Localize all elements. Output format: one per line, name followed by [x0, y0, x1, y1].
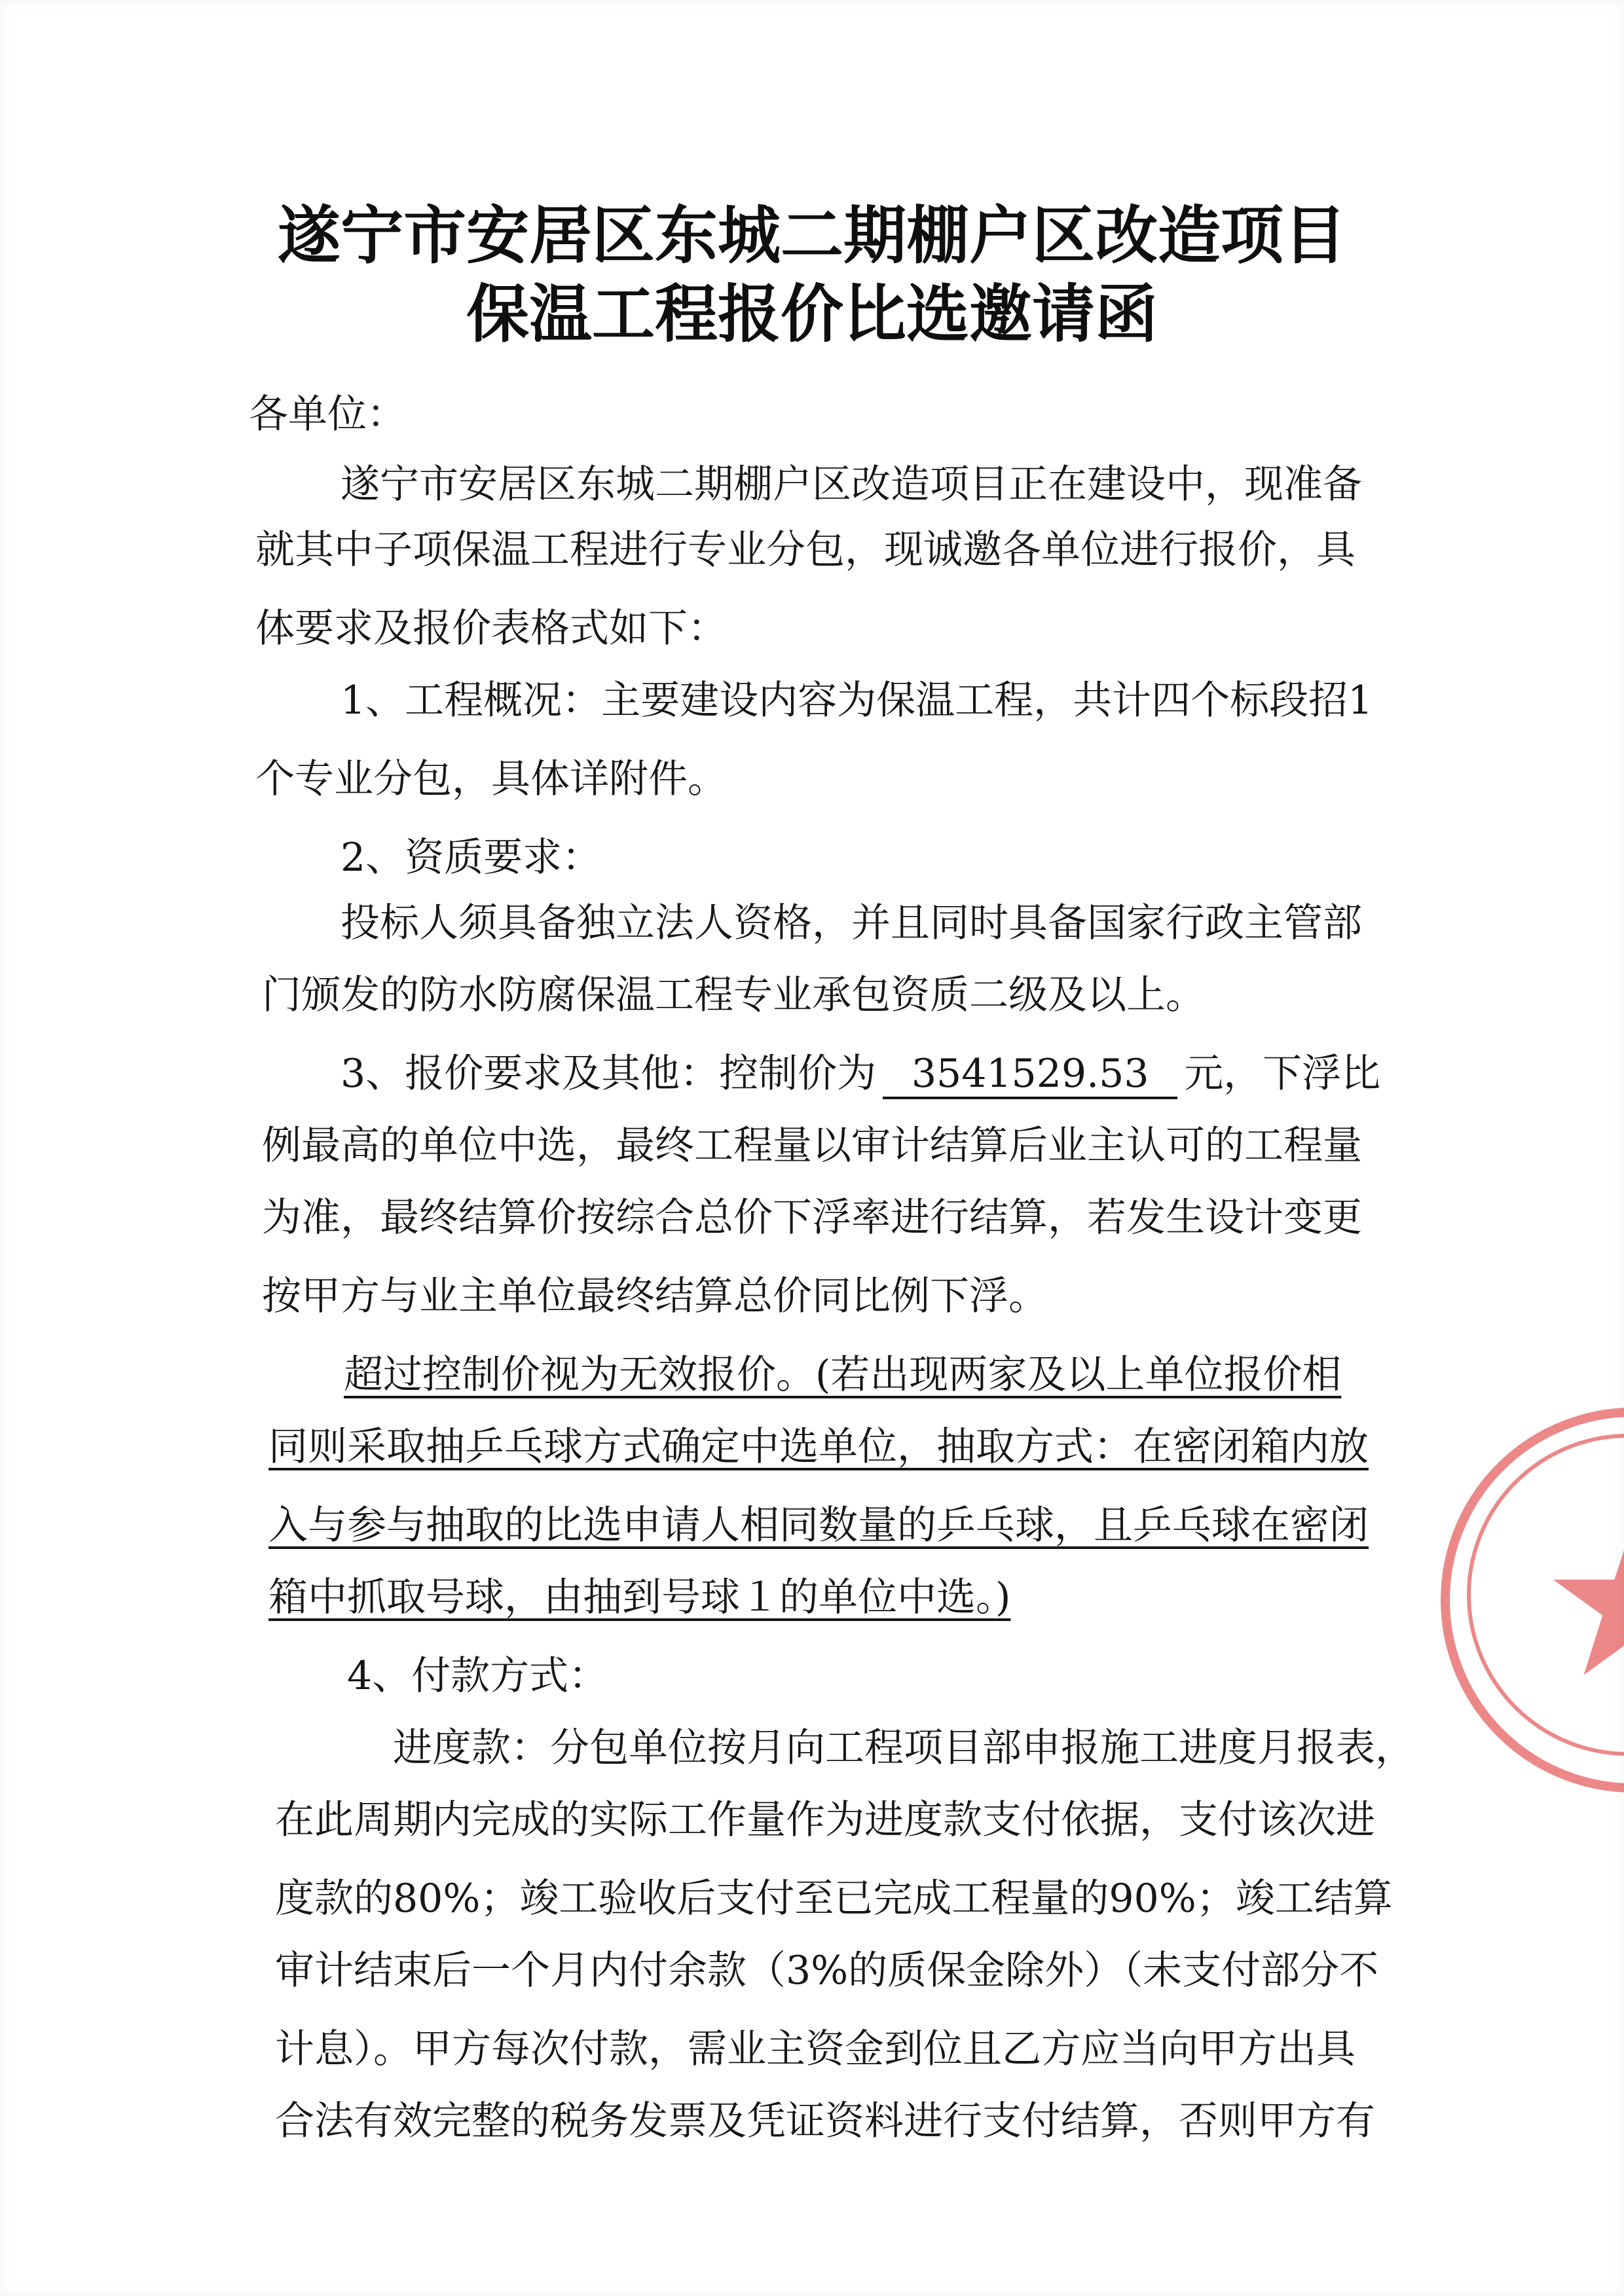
- section4-line-4: 审计结束后一个月内付余款（3%的质保金除外）（未支付部分不: [275, 1948, 1379, 1994]
- section4-line-6: 合法有效完整的税务发票及凭证资料进行支付结算，否则甲方有: [275, 2098, 1375, 2144]
- section3-line-4: 按甲方与业主单位最终结算总价同比例下浮。: [262, 1273, 1048, 1319]
- section4-line-2: 在此周期内完成的实际工作量作为进度款支付依据，支付该次进: [275, 1797, 1375, 1843]
- section2-line-1: 投标人须具备独立法人资格，并且同时具备国家行政主管部: [341, 900, 1362, 946]
- section3-prefix: 3、报价要求及其他：控制价为: [341, 1051, 877, 1097]
- invalid-quote-notice-line-1: 超过控制价视为无效报价。(若出现两家及以上单位报价相: [344, 1352, 1342, 1398]
- section3-suffix: 元，下浮比: [1184, 1051, 1381, 1097]
- invalid-quote-notice-line-4: 箱中抓取号球，由抽到号球１的单位中选。): [268, 1575, 1011, 1620]
- intro-line-3: 体要求及报价表格式如下：: [255, 606, 727, 651]
- section2-line-2: 门颁发的防水防腐保温工程专业承包资质二级及以上。: [262, 972, 1205, 1018]
- intro-line-1: 遂宁市安居区东城二期棚户区改造项目正在建设中，现准备: [341, 462, 1362, 507]
- company-seal: [1441, 1408, 1624, 1793]
- invalid-quote-notice-line-3: 入与参与抽取的比选申请人相同数量的乒乓球，且乒乓球在密闭: [268, 1503, 1369, 1548]
- document-title-line-2: 保温工程报价比选邀请函: [466, 278, 1158, 351]
- section3-price-line: [341, 1048, 1380, 1100]
- section4-heading: 4、付款方式：: [347, 1653, 608, 1699]
- document-title-line-1: 遂宁市安居区东城二期棚户区改造项目: [278, 199, 1346, 272]
- section1-line-2: 个专业分包，具体详附件。: [255, 756, 727, 802]
- invalid-quote-notice-line-2: 同则采取抽乒乓球方式确定中选单位，抽取方式：在密闭箱内放: [268, 1424, 1369, 1470]
- section4-line-1: 进度款：分包单位按月向工程项目部申报施工进度月报表，: [393, 1725, 1414, 1771]
- salutation: 各单位：: [249, 392, 406, 437]
- section4-line-5: 计息）。甲方每次付款，需业主资金到位且乙方应当向甲方出具: [275, 2026, 1356, 2072]
- section2-heading: 2、资质要求：: [341, 835, 602, 881]
- section3-line-3: 为准，最终结算价按综合总价下浮率进行结算，若发生设计变更: [262, 1195, 1362, 1241]
- control-price-value: 3541529.53: [883, 1051, 1177, 1099]
- section3-line-2: 例最高的单位中选，最终工程量以审计结算后业主认可的工程量: [262, 1123, 1362, 1169]
- intro-line-2: 就其中子项保温工程进行专业分包，现诚邀各单位进行报价，具: [255, 527, 1356, 573]
- section4-line-3: 度款的80%；竣工验收后支付至已完成工程量的90%；竣工结算: [275, 1876, 1393, 1922]
- section1-line-1: 1、工程概况：主要建设内容为保温工程，共计四个标段招1: [341, 678, 1373, 723]
- seal-star-icon: [1548, 1515, 1624, 1685]
